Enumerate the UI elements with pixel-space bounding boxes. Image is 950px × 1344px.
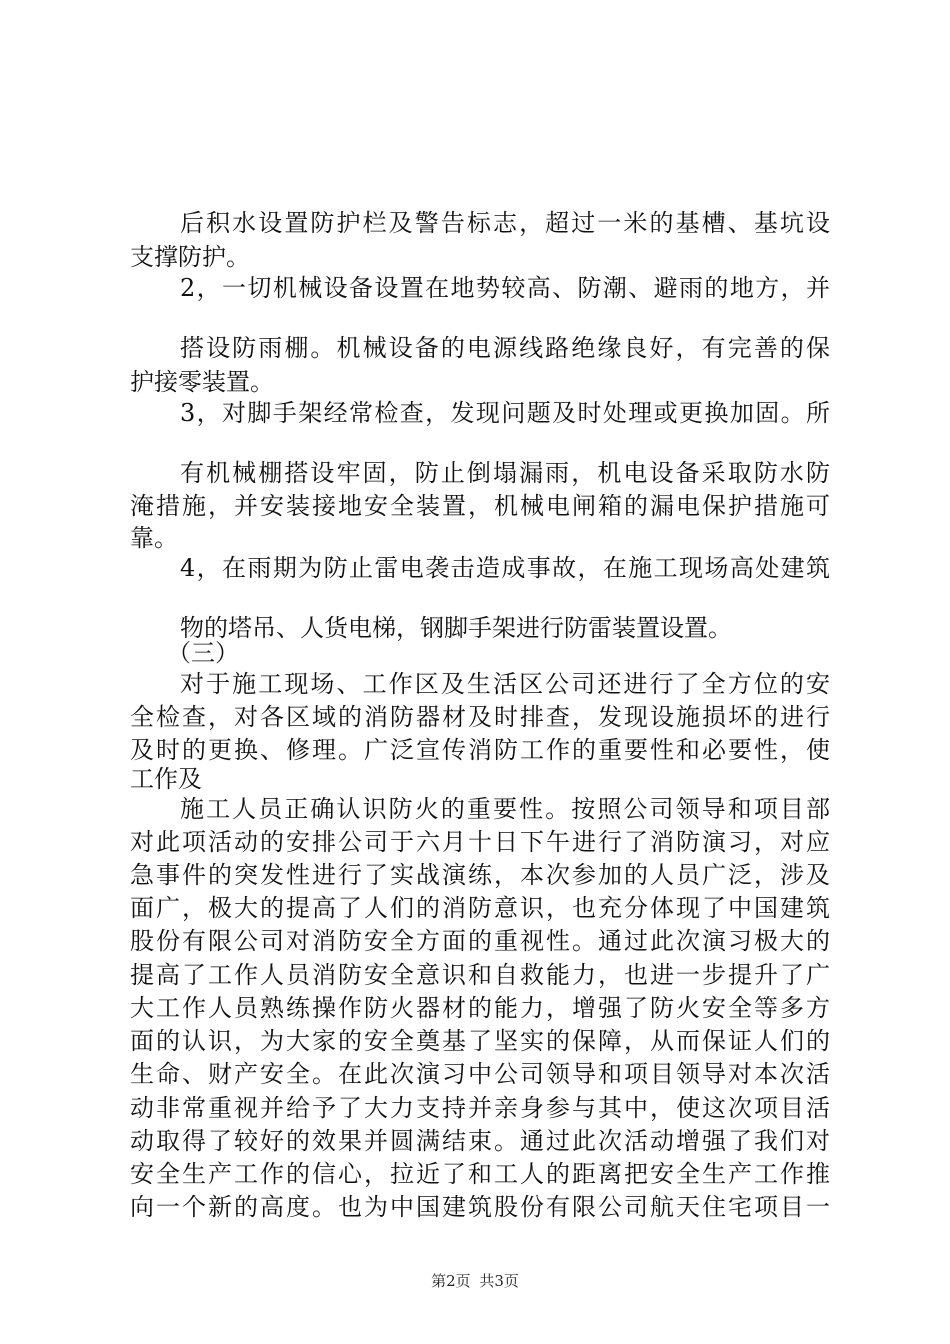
text-line: 3，对脚手架经常检查，发现问题及时处理或更换加固。所 (180, 399, 830, 427)
text-line: 淹措施，并安装接地安全装置，机械电闸箱的漏电保护措施可 (130, 492, 830, 520)
text-line: 安全生产工作的信心，拉近了和工人的距离把安全生产工作推 (130, 1160, 830, 1188)
text-line: 及时的更换、修理。广泛宣传消防工作的重要性和必要性，使 (130, 736, 830, 764)
text-line: 生命、财产安全。在此次演习中公司领导和项目领导对本次活 (130, 1060, 830, 1088)
text-line: 搭设防雨棚。机械设备的电源线路绝缘良好，有完善的保 (180, 334, 830, 362)
text-line: 施工人员正确认识防火的重要性。按照公司领导和项目部 (180, 795, 830, 823)
text-line: 支撑防护。 (130, 243, 250, 271)
text-line: 面广，极大的提高了人们的消防意识，也充分体现了中国建筑 (130, 894, 830, 922)
page-number: 第2页 (431, 1272, 471, 1290)
text-line: 护接零装置。 (130, 368, 274, 396)
text-line: 动取得了较好的效果并圆满结束。通过此次活动增强了我们对 (130, 1127, 830, 1155)
text-line: 急事件的突发性进行了实战演练，本次参加的人员广泛，涉及 (130, 861, 830, 889)
text-line: 对于施工现场、工作区及生活区公司还进行了全方位的安 (180, 670, 830, 698)
text-line: 有机械棚搭设牢固，防止倒塌漏雨，机电设备采取防水防 (180, 459, 830, 487)
text-line: 全检查，对各区域的消防器材及时排查，发现设施损坏的进行 (130, 703, 830, 731)
text-line: 工作及 (130, 765, 202, 793)
section-heading: （三） (167, 639, 239, 667)
text-line: 向一个新的高度。也为中国建筑股份有限公司航天住宅项目一 (130, 1193, 830, 1221)
text-line: 2，一切机械设备设置在地势较高、防潮、避雨的地方，并 (180, 274, 830, 302)
text-line: 物的塔吊、人货电梯，钢脚手架进行防雷装置设置。 (180, 614, 732, 642)
text-line: 动非常重视并给予了大力支持并亲身参与其中，使这次项目活 (130, 1094, 830, 1122)
text-line: 股份有限公司对消防安全方面的重视性。通过此次演习极大的 (130, 927, 830, 955)
text-line: 靠。 (130, 524, 178, 552)
text-line: 提高了工作人员消防安全意识和自救能力，也进一步提升了广 (130, 961, 830, 989)
text-line: 后积水设置防护栏及警告标志，超过一米的基槽、基坑设 (180, 209, 830, 237)
page-footer (0, 1271, 950, 1291)
text-line: 4，在雨期为防止雷电袭击造成事故，在施工现场高处建筑 (180, 554, 830, 582)
text-line: 对此项活动的安排公司于六月十日下午进行了消防演习，对应 (130, 828, 830, 856)
text-line: 面的认识，为大家的安全奠基了坚实的保障，从而保证人们的 (130, 1027, 830, 1055)
text-line: 大工作人员熟练操作防火器材的能力，增强了防火安全等多方 (130, 994, 830, 1022)
page-total: 共3页 (479, 1272, 519, 1290)
